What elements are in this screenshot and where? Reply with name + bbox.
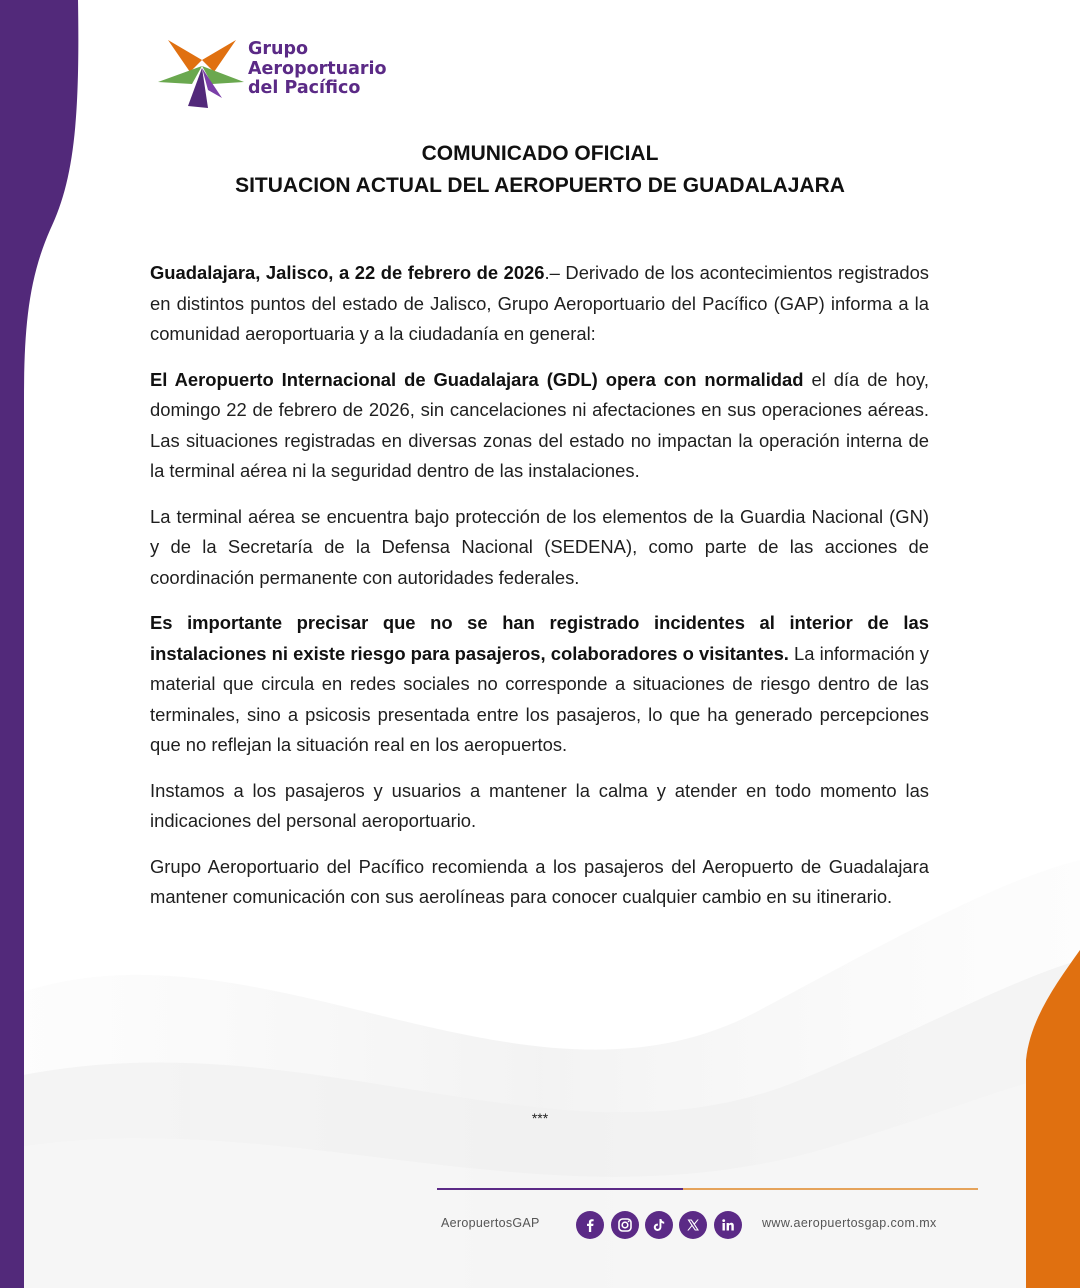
press-release-body bbox=[150, 258, 929, 928]
x-icon[interactable] bbox=[679, 1211, 707, 1239]
instagram-icon[interactable] bbox=[611, 1211, 639, 1239]
paragraph bbox=[150, 502, 929, 594]
logo-line: Grupo bbox=[248, 39, 309, 59]
social-handle[interactable]: AeropuertosGAP bbox=[441, 1216, 540, 1230]
paragraph bbox=[150, 365, 929, 487]
paragraph-text: Grupo Aeroportuario del Pacífico recomienda a los pasajeros del Aeropuerto de Guadalajara mantener comunicación con sus aerolíneas para conocer cualquier cambio en su itinerario. bbox=[150, 855, 929, 907]
paragraph-bold: Guadalajara, Jalisco, a 22 de febrero de 2026 bbox=[150, 262, 545, 283]
company-logo bbox=[158, 36, 388, 110]
section-separator: *** bbox=[531, 1110, 549, 1126]
logo-line: del Pacífico bbox=[248, 78, 361, 98]
logo-star-icon bbox=[158, 36, 244, 110]
paragraph bbox=[150, 852, 929, 913]
paragraph bbox=[150, 258, 929, 350]
footer-divider-purple bbox=[437, 1188, 683, 1190]
tiktok-icon[interactable] bbox=[645, 1211, 673, 1239]
paragraph-text: La terminal aérea se encuentra bajo protección de los elementos de la Guardia Nacional (GN) y de la Secretaría de la Defensa Nacional (SEDENA), como parte de las acciones de coordinación permanente con autoridades federales. bbox=[150, 505, 929, 588]
logo-wordmark bbox=[248, 40, 387, 99]
paragraph-bold: Es importante precisar que no se han registrado incidentes al interior de las instalaciones ni existe riesgo para pasajeros, colaboradores o visitantes. bbox=[150, 612, 929, 664]
footer-divider-orange bbox=[683, 1188, 978, 1190]
paragraph-bold: El Aeropuerto Internacional de Guadalajara (GDL) opera con normalidad bbox=[150, 368, 804, 390]
paragraph-text: La información y material que circula en redes sociales no corresponde a situaciones de riesgo dentro de las terminales, sino a psicosis presentada entre los pasajeros, lo que ha generado percepciones que no reflejan la situación real en los aeropuertos. bbox=[150, 642, 929, 755]
linkedin-icon[interactable] bbox=[714, 1211, 742, 1239]
paragraph-text: el día de hoy, domingo 22 de febrero de 2026, sin cancelaciones ni afectaciones en sus operaciones aéreas. Las situaciones registradas en diversas zonas del estado no impactan la operación interna de la terminal aérea ni la seguridad dentro de las instalaciones. bbox=[150, 368, 929, 481]
document-title: COMUNICADO OFICIAL bbox=[421, 142, 659, 165]
paragraph-text: .– Derivado de los acontecimientos registrados en distintos puntos del estado de Jalisco, Grupo Aeroportuario del Pacífico (GAP) informa a la comunidad aeroportuaria y a la ciudadanía en general: bbox=[150, 262, 929, 344]
paragraph bbox=[150, 608, 929, 761]
logo-line: Aeroportuario bbox=[248, 58, 387, 79]
paragraph bbox=[150, 776, 929, 837]
facebook-icon[interactable] bbox=[576, 1211, 604, 1239]
document-subtitle: SITUACION ACTUAL DEL AEROPUERTO DE GUADALAJARA bbox=[235, 174, 845, 197]
paragraph-text: Instamos a los pasajeros y usuarios a mantener la calma y atender en todo momento las indicaciones del personal aeroportuario. bbox=[150, 779, 929, 831]
website-link[interactable]: www.aeropuertosgap.com.mx bbox=[762, 1216, 937, 1230]
